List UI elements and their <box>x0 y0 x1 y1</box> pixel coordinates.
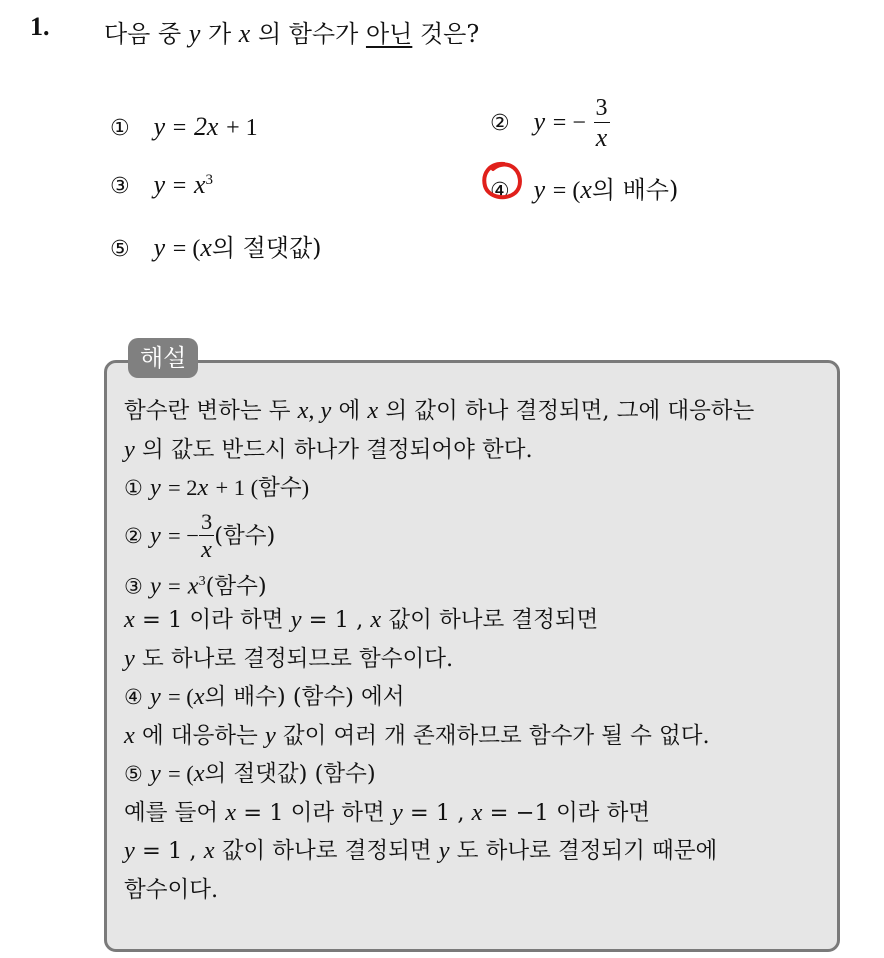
text: = −1 이라 하면 <box>489 799 651 826</box>
circled-number: ② <box>124 523 143 548</box>
solution-fraction <box>199 508 214 564</box>
math-var: x <box>187 572 199 599</box>
text: (함수) <box>205 573 267 599</box>
math-var: y <box>149 474 161 501</box>
text: 함수란 변하는 두 <box>124 398 291 424</box>
text: 의 절댓값) (함수) <box>204 761 376 787</box>
var-x: x <box>238 19 251 48</box>
solution-line-11 <box>124 794 836 833</box>
text: 함수이다. <box>124 876 219 903</box>
solution-text <box>124 392 836 909</box>
option-1[interactable] <box>110 112 258 142</box>
math-var: y <box>264 721 276 749</box>
math-var: x <box>193 760 205 787</box>
math-var: y <box>149 521 161 549</box>
solution-line-7 <box>124 640 836 679</box>
option-2-number: ② <box>490 110 510 136</box>
math: = 2 <box>167 475 198 500</box>
solution-line-9 <box>124 717 836 756</box>
text: 도 하나로 결정되므로 함수이다. <box>141 645 454 672</box>
option-4-rest: 의 배수) <box>591 176 679 204</box>
option-3-exp: 3 <box>205 172 213 188</box>
math-var: x <box>197 474 209 501</box>
option-1-expr: 2x <box>193 112 219 141</box>
option-3-var: y <box>153 170 166 199</box>
solution-line-13 <box>124 871 836 910</box>
text: 값이 하나로 결정되면 <box>388 607 599 633</box>
text: 도 하나로 결정되기 때문에 <box>456 838 718 864</box>
math: + 1 (함수) <box>215 475 310 500</box>
option-5-number: ⑤ <box>110 237 130 262</box>
solution-line-2 <box>124 431 836 470</box>
option-1-var: y <box>153 112 166 141</box>
option-4-xvar: x <box>580 175 592 204</box>
option-1-eq: = <box>172 115 187 141</box>
option-2[interactable] <box>490 96 610 151</box>
math-var: x <box>471 798 483 826</box>
solution-line-4 <box>124 508 836 563</box>
option-5-rest: 의 절댓값) <box>211 234 322 262</box>
option-2-numerator: 3 <box>595 95 608 121</box>
math-var: y <box>391 798 403 826</box>
math-var: y <box>149 683 161 710</box>
math-var: y <box>149 760 161 787</box>
question-number: 1. <box>30 12 50 41</box>
solution-line-10 <box>124 755 836 794</box>
text: 에 대응하는 <box>141 722 258 749</box>
math-var: y <box>124 837 135 864</box>
option-3-number: ③ <box>110 174 130 199</box>
text: 의 값도 반드시 하나가 결정되어야 한다. <box>141 436 533 463</box>
option-2-eq: = − <box>552 109 586 136</box>
option-5-var: y <box>153 233 166 262</box>
text: 값이 하나로 결정되면 <box>221 838 432 864</box>
math-var: x <box>124 721 135 749</box>
question-underlined: 아닌 <box>365 20 413 48</box>
option-3-eq: = <box>172 173 187 199</box>
option-2-fraction <box>594 96 610 151</box>
solution-line-6 <box>124 601 836 640</box>
math: = <box>167 573 181 598</box>
option-2-denominator: x <box>595 123 608 152</box>
text: = 1 , <box>141 838 197 864</box>
math-var: y <box>124 644 135 672</box>
question-suffix: 것은? <box>419 20 480 48</box>
var-y: y <box>188 19 201 48</box>
math-var: y <box>438 837 450 864</box>
option-4-eq: = ( <box>552 178 581 204</box>
math-var: x <box>203 837 215 864</box>
circled-number: ⑤ <box>124 762 143 786</box>
math-var: x <box>367 397 379 424</box>
option-5-xvar: x <box>200 233 212 262</box>
option-3-base: x <box>193 170 206 199</box>
option-2-var: y <box>533 106 546 136</box>
exponent: 3 <box>198 573 206 589</box>
answer-circle-mark <box>479 160 525 202</box>
math: = ( <box>167 761 194 786</box>
math-var: x, y <box>297 397 332 424</box>
numerator: 3 <box>199 511 214 537</box>
solution-line-5 <box>124 563 836 602</box>
solution-line-1 <box>124 392 836 431</box>
option-4-var: y <box>533 175 546 204</box>
text: = 1 이라 하면 <box>243 799 385 826</box>
text: 의 값이 하나 결정되면, 그에 대응하는 <box>385 398 755 424</box>
text: 의 배수) (함수) 에서 <box>204 684 405 710</box>
text: = 1 , <box>409 799 465 826</box>
math-var: x <box>124 606 135 633</box>
text: 예를 들어 <box>124 799 219 826</box>
option-1-rest: + 1 <box>226 115 258 141</box>
text: (함수) <box>214 522 276 549</box>
math-var: x <box>370 606 382 633</box>
text: = 1 이라 하면 <box>141 607 284 633</box>
math-var: y <box>124 435 135 463</box>
circled-number: ③ <box>124 574 143 598</box>
option-3[interactable] <box>110 170 213 200</box>
circled-number: ① <box>124 476 143 500</box>
math-var: x <box>225 798 237 826</box>
option-4-number: ④ <box>490 179 510 204</box>
text: 값이 여러 개 존재하므로 함수가 될 수 없다. <box>282 722 710 749</box>
text: 에 <box>338 398 361 424</box>
math: = ( <box>167 684 194 709</box>
option-5[interactable] <box>110 228 322 263</box>
question-mid2: 의 함수가 <box>257 20 359 48</box>
solution-line-12 <box>124 832 836 871</box>
math-var: x <box>193 683 205 710</box>
question-mid1: 가 <box>207 20 232 48</box>
question-prefix: 다음 중 <box>104 20 182 48</box>
text: = 1 , <box>308 607 364 633</box>
solution-line-3 <box>124 469 836 508</box>
math-var: y <box>290 606 302 633</box>
question-text <box>104 14 479 49</box>
denominator: x <box>201 536 212 564</box>
option-1-number: ① <box>110 116 130 141</box>
solution-line-8 <box>124 678 836 717</box>
circled-number: ④ <box>124 685 143 709</box>
math-var: y <box>149 572 161 599</box>
math: = − <box>167 522 199 548</box>
option-5-eq: = ( <box>172 236 201 262</box>
solution-tag: 해설 <box>128 338 198 378</box>
